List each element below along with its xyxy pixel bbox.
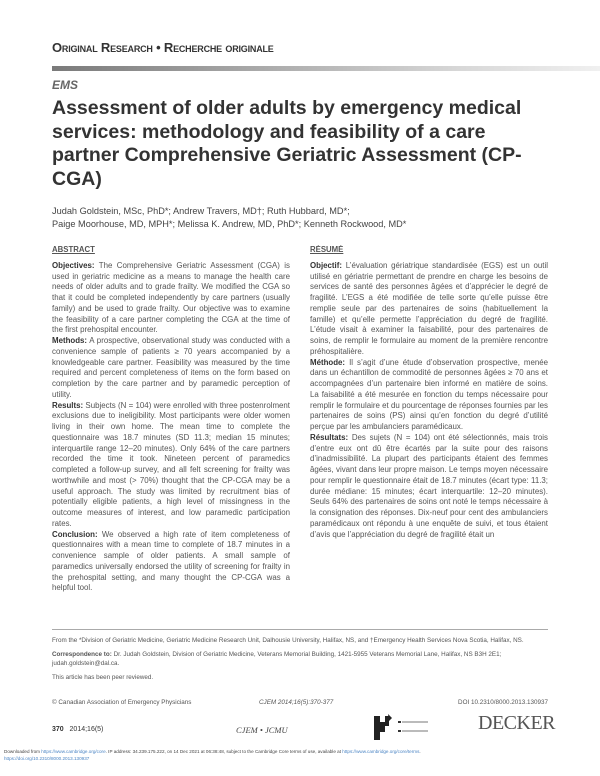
abstract-english [52,245,290,617]
cambridge-core-link[interactable]: https://www.cambridge.org/core [41,749,106,754]
abstract-french [310,245,548,629]
citation: CJEM 2014;16(5):370-377 [259,699,334,706]
doi: DOI 10.2310/8000.2013.130937 [458,699,548,706]
label: Résultats: [310,432,349,442]
label: Methods: [52,336,88,345]
label: Correspondence to: [52,651,112,658]
abstract-results [52,401,290,530]
issue: 2014;16(5) [69,726,104,733]
label: Objectif: [310,260,343,270]
text: Downloaded from [4,749,42,754]
download-notice [4,748,596,762]
text: Dr. Judah Goldstein, Division of Geriatric Medicine, Veterans Memorial Building, 1421-5955 Veterans Memorial Lane, Halifax, NS B3H 2E1; judah.goldstein@dal.ca. [52,651,502,667]
label: Conclusion: [52,529,98,539]
peer-review-note: This article has been peer reviewed. [52,674,154,681]
page-info [52,726,103,733]
terms-link[interactable]: https://www.cambridge.org/core/terms [342,749,420,754]
text: Des sujets (N = 104) ont été sélectionnés, mais trois d’entre eux ont dû être écartés par la suite pour des raisons d’inadmissibilité. La plupart des participants étaient des femmes âgées, vivant dans leur propre maison. Le temps moyen nécessaire pour remplir le questionnaire était de 18.7 minutes (écart type: 11.3; durée médiane: 15 minutes; écart interquartile: 12–20 minutes). Seuls 64% des partenaires de soins ont noté le temps nécessaire à la consignation des réponses. Dix-neuf pour cent des ambulanciers paramédicaux ont répondu à une enquête de suivi, et tous étaient d’avis que l’appréciation du degré de fragilité était un [310,432,548,539]
footnote-divider [52,629,548,630]
correspondence [52,650,552,668]
label: Results: [52,400,84,410]
authors-line: Judah Goldstein, MSc, PhD*; Andrew Travers, MD†; Ruth Hubbard, MD*; [52,206,350,216]
text: We observed a high rate of item completeness of questionnaires with a mean time to complete of 18.7 minutes in a convenience sample of older patients. A small sample of paramedics universally endorsed the utility of screening for frailty in the prehospital setting, and many thought the CP-CGA was a helpful tool. [52,529,290,593]
doi-link[interactable]: https://doi.org/10.2310/8000.2013.130937 [4,756,90,761]
resume-heading: RÉSUMÉ [310,245,344,254]
journal-name: CJEM • JCMU [236,725,288,735]
resume-methode [310,358,548,433]
page-number: 370 [52,726,64,733]
text: L’évaluation gériatrique standardisée (EGS) est un outil utilisé en gériatrie permettant de prendre en charge les besoins de services de santé des personnes âgées et d’apprécier le degré de fragilité. L’EGS a été modifiée de telle sorte qu’elle puisse être remplie seule par des partenaires de soins (habituellement la famille) et qu’elle permette l’appréciation du degré de fragilité. L’étude visait à examiner la faisabilité, pour des partenaires de soins, de remplir le formulaire au moment de la première rencontre préhospitalière. [310,260,548,356]
label: Objectives: [52,260,95,270]
footnotes [52,636,552,687]
copyright: © Canadian Association of Emergency Physicians [52,699,192,706]
resume-objectif [310,261,548,358]
affiliation: From the *Division of Geriatric Medicine, Geriatric Medicine Research Unit, Dalhousie University, Halifax, NS, and †Emergency Health Services Nova Scotia, Halifax, NS. [52,637,524,644]
text: The Comprehensive Geriatric Assessment (CGA) is used in geriatric medicine as a means to manage the health care needs of older adults and to grade frailty. We modified the CGA so that it could be completed independently by care partners (usually family) and be used to grade frailty. Our objective was to examine the feasibility of a care partner completing the CGA at the time of the first prehospital encounter. [52,260,290,335]
authors-line: Paige Moorhouse, MD, MPH*; Melissa K. Andrew, MD, PhD*; Kenneth Rockwood, MD* [52,219,407,229]
label: Méthode: [310,357,346,367]
header-divider [52,66,600,71]
abstract-methods [52,336,290,401]
text: A prospective, observational study was conducted with a convenience sample of patients ≥ 70 years accompanied by a knowledgeable care partner. Feasibility was measured by the time required and percent completeness of items on the form based on completion by the care partner and by paramedic perception of utility. [52,336,290,399]
text: Subjects (N = 104) were enrolled with three postenrolment exclusions due to ineligibility. Most participants were older women living in their own home. The mean time to complete the questionnaire was 18.7 minutes (SD 11.3; median 15 minutes; interquartile range 12–20 minutes). Only 64% of the care partners recorded the time it took. Nineteen percent of paramedics completed a follow-up survey, and all felt screening for frailty was worthwhile and most (> 70%) thought that the CP-CGA may be a useful approach. The study was limited by recruitment bias of potentially eligible patients, a high level of missingness in the outcome measures of interest, and low paramedic participation rates. [52,400,290,528]
caep-logo [372,712,442,744]
section-header: Original Research • Recherche originale [52,40,274,55]
text: . [419,749,421,754]
text: . IP address: 34.239.175.222, on 14 Dec 2021 at 06:38:48, subject to the Cambridge Core terms of use, available at [105,749,343,754]
abstract-conclusion [52,530,290,595]
decker-logo: DECKER [478,712,555,734]
text: Il s’agit d’une étude d’observation prospective, menée dans un échantillon de commodité de personnes âgées ≥ 70 ans et accompagnées d’un partenaire bien informé en matière de soins. La faisabilité a été mesurée en fonction du temps nécessaire pour remplir le formulaire et du pourcentage de réponses fournies par les partenaires de soins (PS) ainsi qu’en fonction du degré d’utilité perçue par les ambulanciers paramédicaux. [310,357,548,431]
author-list [52,205,406,231]
article-title: Assessment of older adults by emergency medical services: methodology and feasibility of a care partner Comprehensive Geriatric Assessment (CP-CGA) [52,97,522,190]
abstract-heading: ABSTRACT [52,245,95,254]
abstract-objectives [52,261,290,336]
category-label: EMS [52,78,79,92]
resume-resultats [310,433,548,541]
